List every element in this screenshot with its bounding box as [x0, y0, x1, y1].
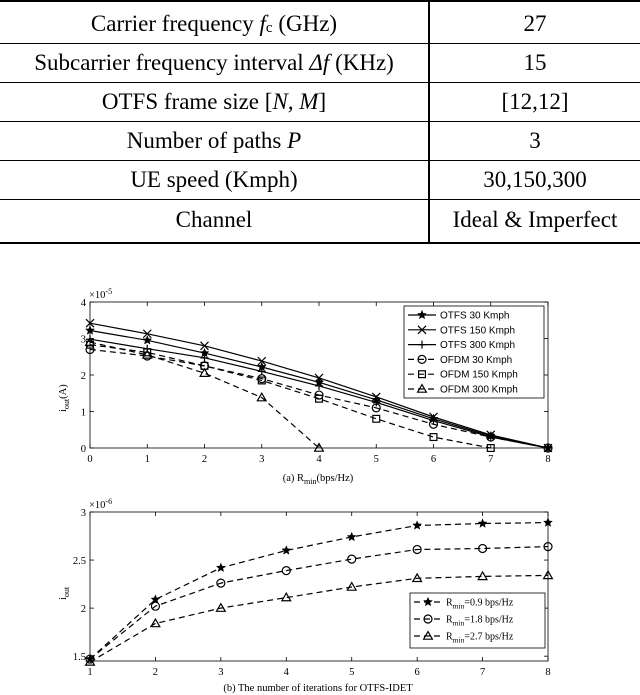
legend-label: OFDM 150 Kmph	[440, 369, 518, 381]
value-cell: 15	[523, 49, 547, 75]
x-tick-label: 3	[218, 667, 224, 678]
chart-b-caption: (b) The number of iterations for OTFS-IDET	[223, 683, 413, 694]
parameter-label: Carrier frequency	[90, 10, 260, 36]
table-top-rule	[0, 0, 640, 2]
y-tick-label: 1	[80, 407, 86, 419]
chart-b-current-vs-iterations	[0, 496, 640, 695]
chart-a-exponent: $\times 10^{-5}$	[89, 287, 113, 301]
data-point	[373, 415, 380, 422]
parameter-table	[0, 0, 640, 245]
table-row	[0, 121, 640, 160]
y-tick-label: 2	[80, 371, 86, 382]
legend-label: $R_{min}=2.7$ bps/Hz	[446, 631, 514, 645]
parameter-cell	[0, 121, 428, 160]
x-tick-label: 4	[283, 667, 289, 678]
parameter-label: OTFS frame size [	[101, 88, 273, 114]
value-cell: 27	[523, 10, 547, 36]
parameter-cell	[0, 43, 428, 82]
chart-a-current-vs-rmin	[0, 282, 640, 488]
parameter-label: UE speed (Kmph)	[130, 166, 298, 192]
data-point	[413, 521, 422, 529]
parameter-cell	[0, 4, 428, 43]
y-tick-label: 2.5	[72, 556, 86, 568]
legend-label: $R_{min}=1.8$ bps/Hz	[446, 614, 514, 628]
table-row	[0, 160, 640, 199]
data-point	[151, 619, 160, 627]
x-tick-label: 2	[152, 667, 159, 678]
parameter-unit: (GHz)	[272, 10, 338, 36]
parameter-subscript: c	[265, 20, 273, 36]
data-point	[347, 532, 356, 540]
data-point	[347, 583, 356, 591]
x-tick-label: 5	[349, 667, 355, 678]
data-point	[201, 354, 209, 362]
x-tick-label: 1	[144, 454, 150, 465]
x-tick-label: 2	[201, 454, 208, 465]
table-row	[0, 200, 640, 239]
parameter-label: Channel	[175, 206, 253, 232]
x-tick-label: 7	[479, 667, 486, 678]
y-tick-label: 4	[80, 298, 86, 309]
legend-label: $R_{min}=0.9$ bps/Hz	[446, 597, 514, 611]
parameter-symbol: f	[259, 10, 266, 36]
chart-b-exponent: $\times 10^{-6}$	[89, 497, 113, 511]
parameter-unit: (KHz)	[329, 49, 394, 75]
legend-label: OTFS 30 Kmph	[440, 310, 510, 322]
legend-label: OTFS 300 Kmph	[440, 340, 516, 352]
y-tick-label: 2	[80, 604, 86, 616]
chart-a-ylabel: $i_{out}(A)$	[58, 384, 71, 412]
table-row	[0, 4, 640, 43]
data-point	[217, 563, 226, 571]
x-tick-label: 6	[430, 454, 437, 465]
parameter-cell	[0, 200, 428, 239]
x-tick-label: 1	[87, 667, 93, 678]
x-tick-label: 4	[316, 454, 322, 465]
legend-label: OFDM 300 Kmph	[440, 384, 518, 396]
x-tick-label: 3	[259, 454, 265, 465]
value-cell: Ideal & Imperfect	[452, 206, 618, 232]
y-tick-label: 3	[80, 508, 86, 519]
legend-label: OFDM 30 Kmph	[440, 354, 513, 366]
table-row	[0, 82, 640, 121]
parameter-symbol: Δf	[309, 49, 330, 75]
x-tick-label: 0	[87, 454, 93, 465]
x-tick-label: 5	[373, 454, 379, 465]
x-tick-label: 8	[545, 454, 551, 465]
parameter-cell	[0, 82, 428, 121]
chart-b-ylabel: $i_{out}$	[58, 586, 71, 600]
parameter-symbol: N, M	[272, 88, 319, 114]
table-bottom-rule	[0, 242, 640, 244]
parameter-label: Number of paths	[126, 127, 288, 153]
legend-label: OTFS 150 Kmph	[440, 325, 516, 337]
parameter-label: Subcarrier frequency interval	[34, 49, 310, 75]
value-cell: [12,12]	[501, 88, 569, 114]
value-cell: 30,150,300	[483, 166, 587, 192]
parameter-unit: ]	[318, 88, 327, 114]
y-tick-label: 1.5	[72, 652, 86, 664]
y-tick-label: 0	[80, 444, 86, 455]
x-tick-label: 7	[488, 454, 494, 465]
parameter-symbol: P	[287, 127, 302, 153]
table-row	[0, 43, 640, 82]
data-point	[430, 434, 437, 441]
value-cell: 3	[529, 127, 541, 153]
data-point	[282, 546, 291, 554]
parameter-cell	[0, 160, 428, 199]
legend	[404, 306, 544, 398]
x-tick-label: 8	[545, 667, 551, 678]
x-tick-label: 6	[414, 667, 420, 678]
chart-a-caption: (a) $R_{min}(bps/Hz)$	[282, 473, 354, 486]
legend	[410, 593, 545, 648]
data-point	[478, 519, 487, 527]
y-tick-label: 3	[80, 334, 86, 346]
